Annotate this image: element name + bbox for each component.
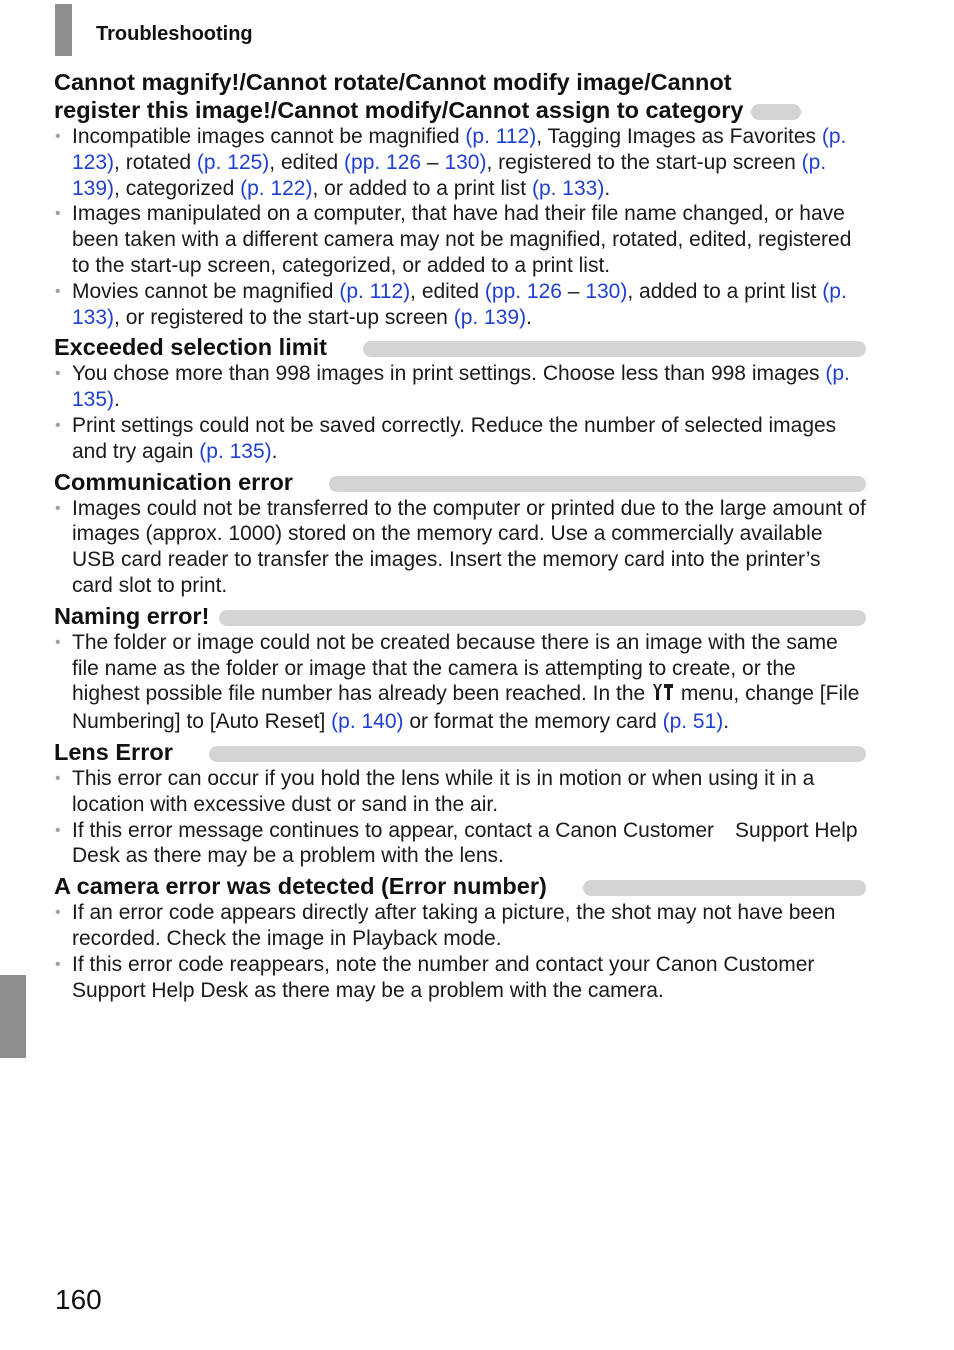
section-communication-error: [54, 468, 866, 599]
heading-row: [54, 602, 866, 630]
text: .: [604, 176, 611, 200]
text: .: [723, 710, 730, 734]
text: , or registered to the start-up screen: [114, 305, 454, 329]
page-number: 160: [55, 1284, 102, 1315]
bullet-item: • If this error code reappears, note the number and contact your Canon Customer Support Help Desk as there may be a problem with the camera.: [54, 952, 866, 1004]
text: .: [526, 305, 532, 329]
bullet-item: • Images manipulated on a computer, that have had their file name changed, or have been taken with a different camera may not be magnified, rotated, edited, registered to the start-up screen, categorized, or added to a print list.: [54, 201, 866, 278]
section-exceeded-selection-limit: [54, 333, 866, 464]
text: .: [114, 388, 120, 412]
heading-line: Cannot magnify!/Cannot rotate/Cannot modify image/Cannot: [54, 69, 732, 95]
section-cannot-magnify: [54, 68, 866, 330]
section-heading: Lens Error: [54, 738, 173, 765]
bullet-item: [54, 279, 866, 331]
heading-rule: [363, 341, 866, 357]
page-reference-link[interactable]: (p. 133): [531, 176, 605, 200]
bullet-item: • This error can occur if you hold the lens while it is in motion or when using it in a location with excessive dust or sand in the air.: [54, 766, 866, 818]
section-heading: Naming error!: [54, 602, 210, 629]
heading-rule: [329, 476, 866, 492]
heading-rule: [583, 880, 866, 896]
bullet-item: [54, 124, 866, 201]
text: The folder or image could not be created because there is an image with the same file name as the folder or image that the camera is attempting to create, or the highest possible file number has already been reached. In the: [72, 630, 838, 706]
text: , categorized: [114, 176, 241, 200]
chapter-tab: [0, 975, 26, 1058]
section-heading: [54, 68, 866, 124]
text: , edited: [410, 279, 485, 303]
text: , Tagging Images as Favorites: [536, 125, 822, 148]
bullet-item: [54, 361, 866, 413]
page-reference-link[interactable]: (p. 135): [72, 362, 850, 412]
page-reference-link[interactable]: (p. 135): [199, 439, 272, 463]
page-reference-link[interactable]: (pp. 126: [484, 279, 562, 303]
bullet-list: [54, 361, 866, 464]
bullet-item: [54, 413, 866, 465]
text: Print settings could not be saved correctly. Reduce the number of selected images and try again: [72, 413, 837, 463]
text: , edited: [269, 150, 345, 174]
bullet-item: • If this error message continues to appear, contact a Canon Customer Support Help Desk as there may be a problem with the lens.: [54, 818, 866, 870]
page-reference-link[interactable]: (p. 123): [72, 125, 847, 174]
page-reference-link[interactable]: (p. 112): [339, 279, 411, 303]
page-reference-link[interactable]: (p. 140): [331, 710, 404, 734]
bullet-item: • If an error code appears directly after taking a picture, the shot may not have been recorded. Check the image in Playback mode.: [54, 900, 866, 952]
section-lens-error: [54, 738, 866, 869]
text: –: [421, 150, 445, 174]
heading-row: [54, 96, 866, 124]
heading-row: [54, 333, 866, 361]
page-reference-link[interactable]: (p. 133): [72, 279, 847, 329]
heading-rule: [219, 610, 866, 626]
text: .: [271, 439, 278, 463]
heading-rule: [209, 746, 866, 762]
section-heading: Exceeded selection limit: [54, 334, 327, 361]
section-heading: A camera error was detected (Error number): [54, 873, 547, 900]
text: Movies cannot be magnified: [72, 279, 340, 303]
page-reference-link[interactable]: (p. 122): [240, 176, 313, 200]
bullet-list: [54, 496, 866, 599]
heading-row: [54, 468, 866, 496]
page-reference-link[interactable]: 130): [585, 279, 628, 303]
heading-line: register this image!/Cannot modify/Cannot assign to category: [54, 97, 744, 123]
page-reference-link[interactable]: (p. 112): [465, 125, 537, 148]
heading-row: [54, 738, 866, 766]
text: , registered to the start-up screen: [486, 150, 802, 174]
text: , added to a print list: [627, 279, 823, 303]
section-camera-error: [54, 872, 866, 1003]
text: menu, change [File Numbering] to [Auto Reset]: [72, 682, 860, 734]
page-content: [54, 68, 866, 1003]
page-reference-link[interactable]: (p. 51): [662, 710, 724, 734]
text: Incompatible images cannot be magnified: [72, 125, 466, 148]
section-naming-error: [54, 602, 866, 735]
page-reference-link[interactable]: (p. 125): [196, 150, 270, 174]
text: –: [561, 279, 586, 303]
page-reference-link[interactable]: (p. 139): [453, 305, 527, 329]
page-reference-link[interactable]: 130): [444, 150, 487, 174]
text: or format the memory card: [403, 710, 663, 734]
bullet-list: [54, 630, 866, 735]
text: , rotated: [114, 150, 197, 174]
bullet-list: [54, 766, 866, 869]
tools-menu-icon: [651, 682, 675, 709]
text: You chose more than 998 images in print settings. Choose less than 998 images: [72, 362, 826, 386]
header-bar: [55, 4, 72, 56]
section-label: Troubleshooting: [96, 23, 253, 45]
page-reference-link[interactable]: (p. 139): [72, 150, 827, 200]
section-heading: Communication error: [54, 468, 293, 495]
bullet-item: • Images could not be transferred to the computer or printed due to the large amount of images (approx. 1000) stored on the memory card. Use a commercially available USB card reader to transfer the images. Insert the memory card into the printer’s card slot to print.: [54, 496, 866, 599]
heading-row: [54, 872, 866, 900]
heading-rule: [751, 104, 801, 120]
text: , or added to a print list: [312, 176, 532, 200]
bullet-item: [54, 630, 866, 735]
bullet-list: [54, 900, 866, 1003]
bullet-list: [54, 124, 866, 330]
page-reference-link[interactable]: (pp. 126: [344, 150, 422, 174]
